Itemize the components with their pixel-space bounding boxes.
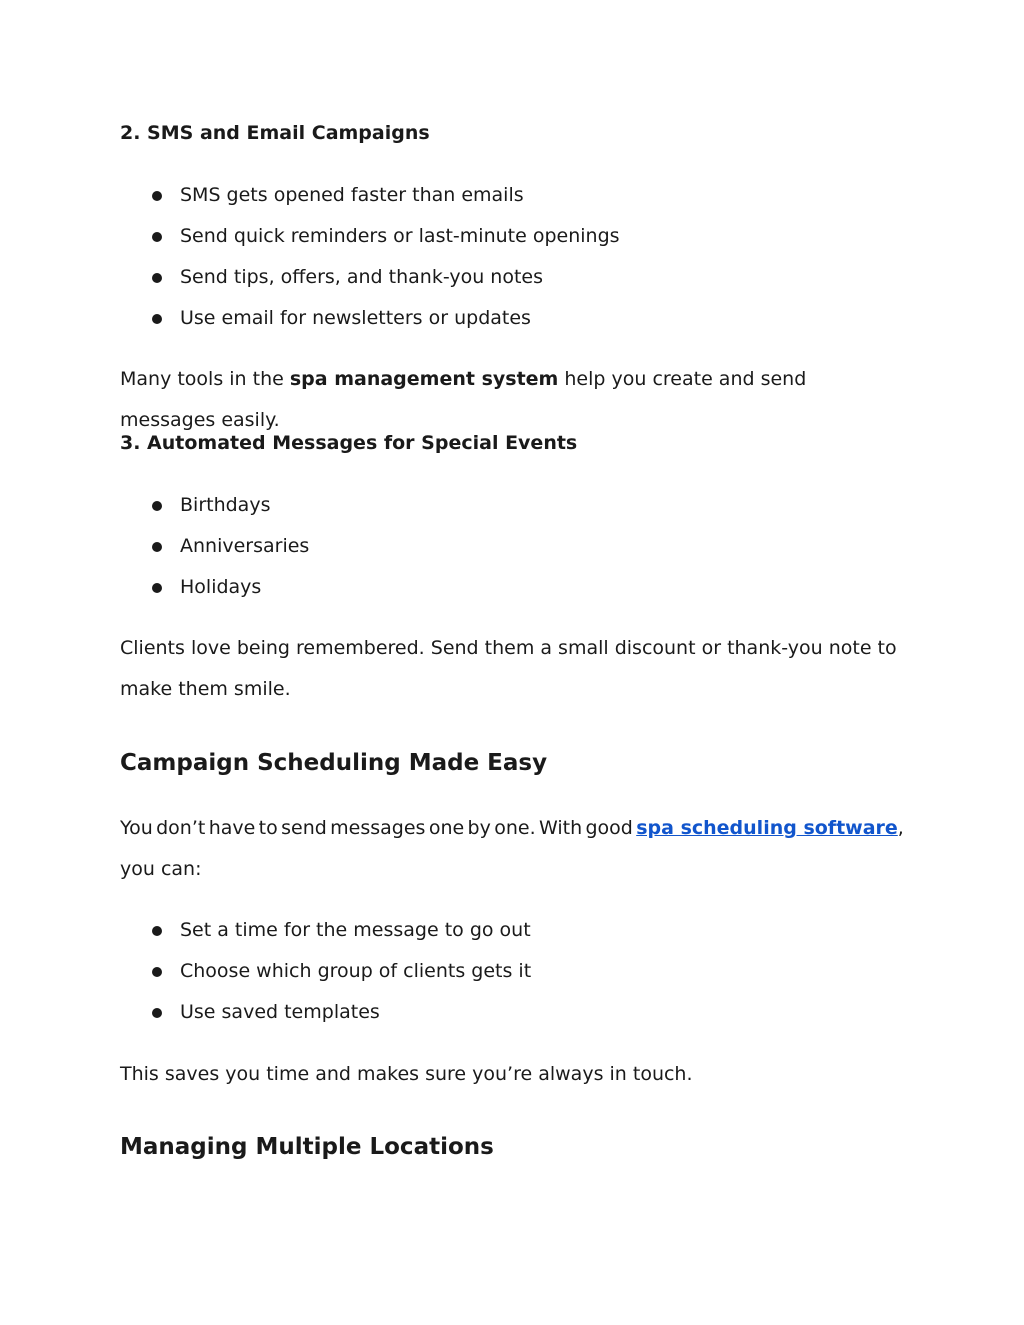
- list-item-text: SMS gets opened faster than emails: [180, 184, 524, 206]
- bullet-icon: [152, 191, 162, 201]
- justified-word: have: [208, 817, 256, 839]
- justified-word: good: [585, 817, 633, 839]
- list-item-text: Send tips, offers, and thank-you notes: [180, 266, 543, 288]
- list-item-text: Holidays: [180, 576, 262, 598]
- justified-word: You: [120, 817, 153, 839]
- list-item: [120, 175, 620, 216]
- punctuation: ,: [897, 817, 904, 839]
- justified-word: one.: [494, 817, 536, 839]
- list-item-text: Birthdays: [180, 494, 271, 516]
- bullet-icon: [152, 273, 162, 283]
- bullet-icon: [152, 1008, 162, 1018]
- campaign-bullet-list: [120, 910, 531, 1033]
- bullet-icon: [152, 926, 162, 936]
- list-item: [120, 485, 309, 526]
- locations-heading: Managing Multiple Locations: [120, 1134, 494, 1160]
- justified-word: send: [281, 817, 327, 839]
- paragraph-text: help you create and send messages easily.: [120, 368, 807, 431]
- justified-word: With: [538, 817, 583, 839]
- section-3-heading: 3. Automated Messages for Special Events: [120, 432, 578, 454]
- justified-word: to: [258, 817, 278, 839]
- bold-term: spa management system: [289, 368, 559, 390]
- list-item-text: Use email for newsletters or updates: [180, 307, 531, 329]
- justified-word: messages: [330, 817, 426, 839]
- section-2-heading: 2. SMS and Email Campaigns: [120, 122, 430, 144]
- list-item-text: Set a time for the message to go out: [180, 919, 531, 941]
- list-item-text: Anniversaries: [180, 535, 310, 557]
- campaign-scheduling-heading: Campaign Scheduling Made Easy: [120, 750, 548, 776]
- bullet-icon: [152, 583, 162, 593]
- list-item: [120, 216, 620, 257]
- campaign-intro-line-2: you can:: [120, 858, 202, 880]
- list-item: [120, 567, 309, 608]
- list-item-text: Choose which group of clients gets it: [180, 960, 532, 982]
- section-2-bullet-list: [120, 175, 620, 339]
- list-item: [120, 992, 531, 1033]
- paragraph-text: Many tools in the: [120, 368, 290, 390]
- bullet-icon: [152, 542, 162, 552]
- campaign-intro-line-1: [120, 808, 904, 849]
- justified-word: one: [428, 817, 465, 839]
- bullet-icon: [152, 232, 162, 242]
- list-item: [120, 257, 620, 298]
- section-2-paragraph: [120, 359, 904, 441]
- list-item: [120, 910, 531, 951]
- campaign-closing-paragraph: This saves you time and makes sure you’re always in touch.: [120, 1063, 693, 1085]
- campaign-intro-paragraph: [120, 808, 904, 890]
- list-item: [120, 526, 309, 567]
- bullet-icon: [152, 314, 162, 324]
- justified-word: don’t: [156, 817, 206, 839]
- section-3-bullet-list: [120, 485, 309, 608]
- section-3-paragraph: Clients love being remembered. Send them a small discount or thank-you note to make them smile.: [120, 637, 897, 700]
- spa-scheduling-software-link[interactable]: spa scheduling software: [636, 817, 898, 839]
- list-item: [120, 951, 531, 992]
- list-item-text: Use saved templates: [180, 1001, 380, 1023]
- list-item: [120, 298, 620, 339]
- justified-word: by: [467, 817, 491, 839]
- bullet-icon: [152, 501, 162, 511]
- list-item-text: Send quick reminders or last-minute openings: [180, 225, 620, 247]
- bullet-icon: [152, 967, 162, 977]
- link-wrapper: [636, 808, 904, 849]
